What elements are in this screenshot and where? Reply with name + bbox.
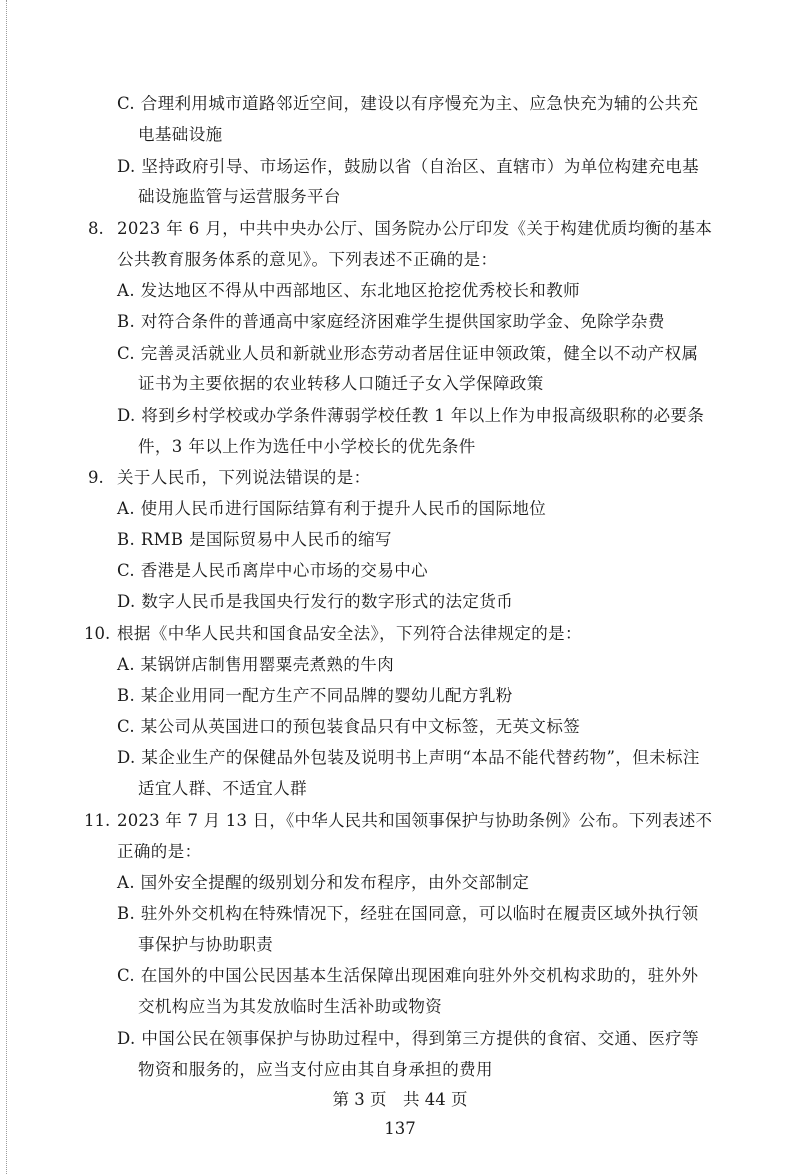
q8-option-c-line1: C. 完善灵活就业人员和新就业形态劳动者居住证申领政策，健全以不动产权属 [117,344,699,363]
q8-stem-line2: 公共教育服务体系的意见》。下列表述不正确的是： [117,250,498,269]
q9-stem: 关于人民币，下列说法错误的是： [117,468,371,487]
question-number-11: 11. [84,811,111,830]
question-number-10: 10. [84,624,111,643]
q9-option-d: D. 数字人民币是我国央行发行的数字形式的法定货币 [117,592,514,611]
page-footer-label: 第 3 页 共 44 页 [332,1090,468,1109]
q11-option-d-line1: D. 中国公民在领事保护与协助过程中，得到第三方提供的食宿、交通、医疗等 [117,1029,700,1048]
q8-option-d-line1: D. 将到乡村学校或办学条件薄弱学校任教 1 年以上作为申报高级职称的必要条 [117,406,705,425]
q10-option-c: C. 某公司从英国进口的预包装食品只有中文标签，无英文标签 [117,717,581,736]
question-number-8: 8. [88,219,104,238]
q11-stem-line1: 2023 年 7 月 13 日，《中华人民共和国领事保护与协助条例》公布。下列表述不 [117,811,713,830]
q7-option-d-line1: D. 坚持政府引导、市场运作，鼓励以省（自治区、直辖市）为单位构建充电基 [117,157,700,176]
q9-option-b: B. RMB 是国际贸易中人民币的缩写 [117,530,392,549]
q9-option-c: C. 香港是人民币离岸中心市场的交易中心 [117,561,429,580]
q11-option-a: A. 国外安全提醒的级别划分和发布程序，由外交部制定 [117,873,530,892]
q7-option-c-line1: C. 合理利用城市道路邻近空间，建设以有序慢充为主、应急快充为辅的公共充 [117,94,699,113]
q11-option-d-line2: 物资和服务的，应当支付应由其自身承担的费用 [138,1060,493,1079]
q10-option-d-line2: 适宜人群、不适宜人群 [138,779,307,798]
q10-option-b: B. 某企业用同一配方生产不同品牌的婴幼儿配方乳粉 [117,686,513,705]
question-number-9: 9. [88,468,104,487]
q11-option-b-line2: 事保护与协助职责 [138,935,274,954]
q8-option-b: B. 对符合条件的普通高中家庭经济困难学生提供国家助学金、免除学杂费 [117,312,665,331]
q9-option-a: A. 使用人民币进行国际结算有利于提升人民币的国际地位 [117,499,547,518]
q11-stem-line2: 正确的是： [117,842,202,861]
q10-option-a: A. 某锅饼店制售用罂粟壳煮熟的牛肉 [117,655,395,674]
q8-stem-line1: 2023 年 6 月，中共中央办公厅、国务院办公厅印发《关于构建优质均衡的基本 [117,219,713,238]
q7-option-d-line2: 础设施监管与运营服务平台 [138,187,341,206]
q8-option-c-line2: 证书为主要依据的农业转移人口随迁子女入学保障政策 [138,374,544,393]
book-page-number: 137 [384,1119,416,1138]
q10-option-d-line1: D. 某企业生产的保健品外包装及说明书上声明“本品不能代替药物”，但未标注 [117,748,700,767]
q7-option-c-line2: 电基础设施 [138,125,223,144]
q8-option-d-line2: 件，3 年以上作为选任中小学校长的优先条件 [138,437,476,456]
q11-option-c-line1: C. 在国外的中国公民因基本生活保障出现困难向驻外外交机构求助的，驻外外 [117,966,699,985]
q10-stem: 根据《中华人民共和国食品安全法》，下列符合法律规定的是： [117,624,582,643]
q11-option-b-line1: B. 驻外外交机构在特殊情况下，经驻在国同意，可以临时在履责区域外执行领 [117,904,699,923]
q11-option-c-line2: 交机构应当为其发放临时生活补助或物资 [138,997,443,1016]
q8-option-a: A. 发达地区不得从中西部地区、东北地区抢挖优秀校长和教师 [117,281,581,300]
